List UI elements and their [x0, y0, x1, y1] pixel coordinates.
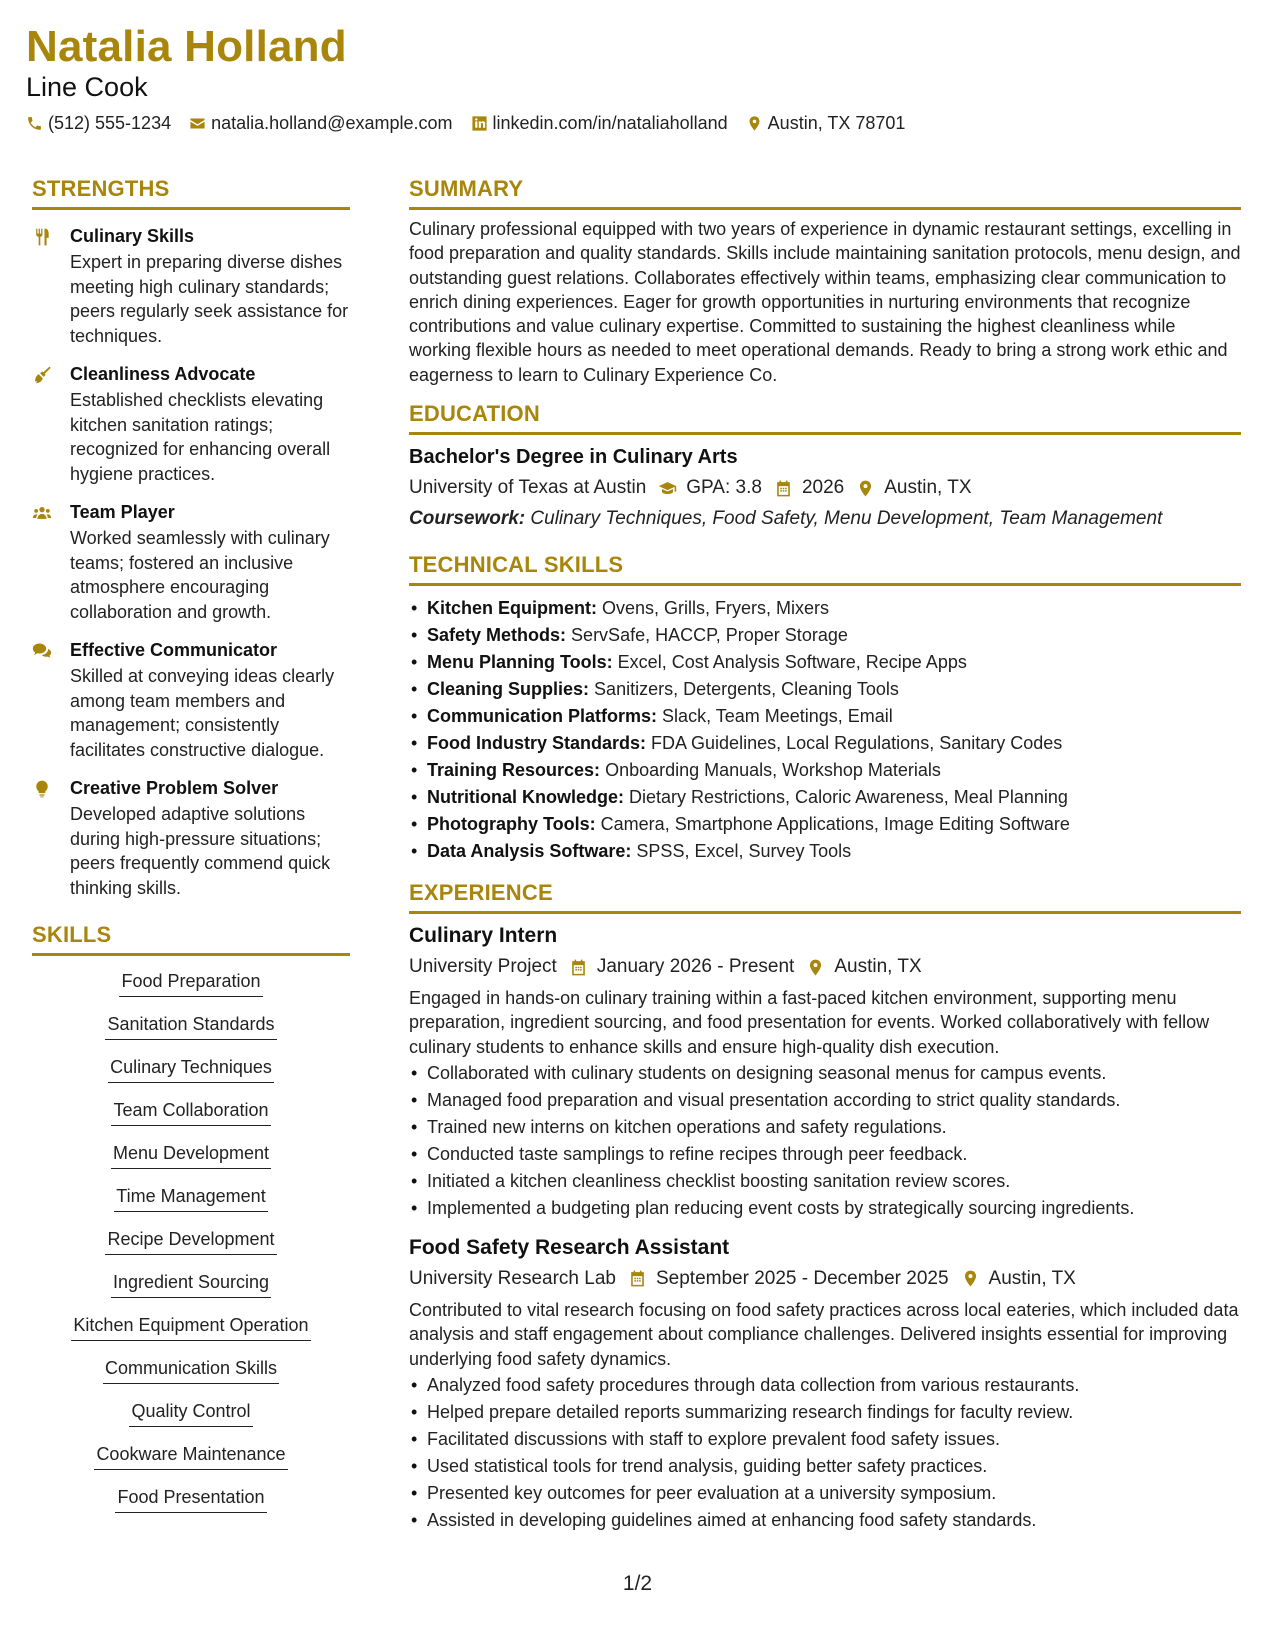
strength-desc: Developed adaptive solutions during high-pressure situations; peers frequently commend quick thinking skills.: [70, 804, 331, 898]
coursework-text: Culinary Techniques, Food Safety, Menu Development, Team Management: [530, 508, 1163, 530]
map-pin-icon: [856, 479, 875, 498]
job-bullet: • Managed food preparation and visual presentation according to strict quality standards.: [409, 1087, 1241, 1114]
comments-icon: [32, 641, 52, 661]
job-bullet: • Trained new interns on kitchen operations and safety regulations.: [409, 1114, 1241, 1141]
tech-skill-label: Photography Tools:: [427, 814, 596, 835]
tech-skill-label: Safety Methods:: [427, 625, 567, 646]
skill-tag: Recipe Development: [105, 1228, 276, 1255]
tech-skill-label: Cleaning Supplies:: [427, 679, 590, 700]
tech-skill-value: Ovens, Grills, Fryers, Mixers: [602, 598, 830, 619]
job-dates: January 2026 - Present: [596, 956, 795, 978]
job-location: Austin, TX: [834, 956, 922, 978]
contact-email[interactable]: [189, 113, 452, 134]
tech-skill-value: SPSS, Excel, Survey Tools: [636, 841, 852, 862]
education-heading: EDUCATION: [409, 401, 1241, 435]
tech-skill-value: Camera, Smartphone Applications, Image Editing Software: [600, 814, 1070, 835]
job-bullets: [409, 1060, 1241, 1222]
right-column: [409, 176, 1241, 1534]
tech-skill-value: Slack, Team Meetings, Email: [662, 706, 893, 727]
job-location: Austin, TX: [988, 1267, 1076, 1289]
skill-tag: Food Preparation: [119, 970, 262, 997]
tech-skill-item: [409, 595, 1241, 622]
job-bullets: [409, 1372, 1241, 1534]
left-column: [32, 176, 350, 1529]
tech-skill-value: Excel, Cost Analysis Software, Recipe Apps: [617, 652, 967, 673]
tech-skill-item: [409, 838, 1241, 865]
tech-skill-item: [409, 622, 1241, 649]
job-entry: [409, 924, 1241, 1222]
calendar-icon: [569, 958, 588, 977]
coursework-label: Coursework:: [409, 508, 526, 530]
skill-tag: Menu Development: [111, 1142, 271, 1169]
contact-linkedin[interactable]: [471, 113, 728, 134]
job-dates: September 2025 - December 2025: [655, 1267, 949, 1289]
skill-tag: Team Collaboration: [111, 1099, 270, 1126]
location-text: Austin, TX 78701: [767, 113, 906, 133]
linkedin-text[interactable]: linkedin.com/in/nataliaholland: [492, 113, 728, 133]
strength-title: Effective Communicator: [70, 640, 278, 660]
tech-skill-item: [409, 730, 1241, 757]
job-bullet: • Helped prepare detailed reports summarizing research findings for faculty review.: [409, 1399, 1241, 1426]
tech-skill-value: FDA Guidelines, Local Regulations, Sanitary Codes: [651, 733, 1063, 754]
skills-list: [32, 970, 350, 1529]
job-bullet: • Analyzed food safety procedures through data collection from various restaurants.: [409, 1372, 1241, 1399]
email-text[interactable]: natalia.holland@example.com: [211, 113, 453, 133]
contact-location: [746, 113, 906, 134]
skill-tag: Kitchen Equipment Operation: [71, 1314, 310, 1341]
job-bullet: • Used statistical tools for trend analysis, guiding better safety practices.: [409, 1453, 1241, 1480]
skill-tag: Communication Skills: [103, 1357, 279, 1384]
tech-skill-label: Food Industry Standards:: [427, 733, 647, 754]
tech-skill-label: Menu Planning Tools:: [427, 652, 613, 673]
summary-heading: SUMMARY: [409, 176, 1241, 210]
strength-item: [32, 501, 350, 624]
tech-skill-item: [409, 703, 1241, 730]
skill-tag: Food Presentation: [115, 1486, 266, 1513]
tech-skill-value: Sanitizers, Detergents, Cleaning Tools: [594, 679, 899, 700]
tech-skill-item: [409, 676, 1241, 703]
map-pin-icon: [746, 115, 763, 132]
job-description: Engaged in hands-on culinary training within a fast-paced kitchen environment, supporting menu preparation, ingredient sourcing, and food presentation for events. Worked collaboratively with fellow culinary students to enhance skills and ensure high-quality dish execution.: [409, 988, 1210, 1057]
tech-skill-value: Dietary Restrictions, Caloric Awareness, Meal Planning: [629, 787, 1068, 808]
tech-skill-item: [409, 757, 1241, 784]
job-org: University Research Lab: [409, 1267, 616, 1289]
strength-item: [32, 639, 350, 762]
tech-skill-item: [409, 649, 1241, 676]
strength-item: [32, 777, 350, 900]
job-bullet: • Collaborated with culinary students on designing seasonal menus for campus events.: [409, 1060, 1241, 1087]
skill-tag: Cookware Maintenance: [94, 1443, 287, 1470]
strength-desc: Worked seamlessly with culinary teams; fostered an inclusive atmosphere encouraging collaboration and growth.: [70, 528, 330, 622]
gpa-text: GPA: 3.8: [686, 477, 762, 499]
graduation-year: 2026: [801, 477, 845, 499]
strengths-heading: STRENGTHS: [32, 176, 350, 210]
contact-bar: [26, 113, 923, 134]
broom-icon: [32, 365, 52, 385]
strength-desc: Skilled at conveying ideas clearly among team members and management; consistently facilitates constructive dialogue.: [70, 666, 335, 760]
job-bullet: • Initiated a kitchen cleanliness checklist boosting sanitation review scores.: [409, 1168, 1241, 1195]
users-icon: [32, 503, 52, 523]
education-meta: [409, 477, 1241, 499]
job-entry: [409, 1236, 1241, 1534]
tech-skill-value: ServSafe, HACCP, Proper Storage: [571, 625, 848, 646]
degree-title: Bachelor's Degree in Culinary Arts: [409, 446, 738, 469]
tech-skill-item: [409, 784, 1241, 811]
skill-tag: Ingredient Sourcing: [111, 1271, 271, 1298]
strength-title: Creative Problem Solver: [70, 778, 279, 798]
job-bullet: • Facilitated discussions with staff to explore prevalent food safety issues.: [409, 1426, 1241, 1453]
school-name: University of Texas at Austin: [409, 477, 647, 499]
strength-title: Culinary Skills: [70, 226, 195, 246]
linkedin-icon: [471, 115, 488, 132]
tech-skill-value: Onboarding Manuals, Workshop Materials: [605, 760, 941, 781]
tech-skill-label: Kitchen Equipment:: [427, 598, 597, 619]
job-org: University Project: [409, 956, 557, 978]
map-pin-icon: [961, 1269, 980, 1288]
experience-heading: EXPERIENCE: [409, 880, 1241, 914]
lightbulb-icon: [32, 779, 52, 799]
job-meta: [409, 1268, 1241, 1290]
job-position: Culinary Intern: [409, 924, 558, 948]
tech-skill-label: Nutritional Knowledge:: [427, 787, 624, 808]
skill-tag: Culinary Techniques: [108, 1056, 274, 1083]
technical-skills-heading: TECHNICAL SKILLS: [409, 552, 1241, 586]
job-description: Contributed to vital research focusing on food safety practices across local eateries, which included data analysis and staff engagement about compliance challenges. Delivered insights essential for improving underlying food safety dynamics.: [409, 1299, 1239, 1369]
skill-tag: Sanitation Standards: [105, 1013, 276, 1040]
tech-skill-label: Data Analysis Software:: [427, 841, 632, 862]
summary-text: Culinary professional equipped with two years of experience in dynamic restaurant settings, excelling in food preparation and quality standards. Skills include maintaining sanitation protocols, menu design, and outstanding guest relations. Collaborates effectively within teams, emphasizing clear communication to enrich dining experiences. Eager for growth opportunities in nurturing environments that recognize contributions and value culinary expertise. Committed to sustaining the highest cleanliness while working flexible hours as needed to meet operational demands. Ready to bring a strong work ethic and eagerness to learn to Culinary Experience Co.: [409, 219, 1241, 385]
job-bullet: • Presented key outcomes for peer evaluation at a university symposium.: [409, 1480, 1241, 1507]
technical-skills-list: [409, 595, 1241, 865]
job-bullet: • Implemented a budgeting plan reducing event costs by strategically sourcing ingredients.: [409, 1195, 1241, 1222]
skill-tag: Quality Control: [129, 1400, 252, 1427]
strength-item: [32, 363, 350, 486]
strength-desc: Expert in preparing diverse dishes meeting high culinary standards; peers regularly seek assistance for techniques.: [70, 252, 349, 346]
phone-text: (512) 555-1234: [48, 113, 172, 133]
calendar-icon: [774, 479, 793, 498]
calendar-icon: [628, 1269, 647, 1288]
skills-heading: SKILLS: [32, 922, 350, 956]
contact-phone: [26, 113, 171, 134]
strength-item: [32, 225, 350, 348]
job-position: Food Safety Research Assistant: [409, 1235, 730, 1259]
graduation-cap-icon: [658, 479, 677, 498]
tech-skill-label: Communication Platforms:: [427, 706, 658, 727]
education-location: Austin, TX: [884, 477, 972, 499]
coursework-line: [409, 508, 1241, 530]
job-bullet: • Conducted taste samplings to refine recipes through peer feedback.: [409, 1141, 1241, 1168]
job-title: Line Cook: [26, 72, 148, 102]
page-number: 1/2: [622, 1572, 653, 1595]
job-bullet: • Assisted in developing guidelines aimed at enhancing food safety standards.: [409, 1507, 1241, 1534]
envelope-icon: [189, 115, 206, 132]
strength-title: Team Player: [70, 502, 175, 522]
phone-icon: [26, 115, 43, 132]
job-meta: [409, 956, 1241, 978]
tech-skill-item: [409, 811, 1241, 838]
skill-tag: Time Management: [114, 1185, 267, 1212]
map-pin-icon: [806, 958, 825, 977]
strength-desc: Established checklists elevating kitchen sanitation ratings; recognized for enhancing overall hygiene practices.: [70, 390, 331, 484]
utensils-icon: [32, 227, 52, 247]
candidate-name: Natalia Holland: [26, 22, 347, 71]
tech-skill-label: Training Resources:: [427, 760, 601, 781]
strength-title: Cleanliness Advocate: [70, 364, 256, 384]
